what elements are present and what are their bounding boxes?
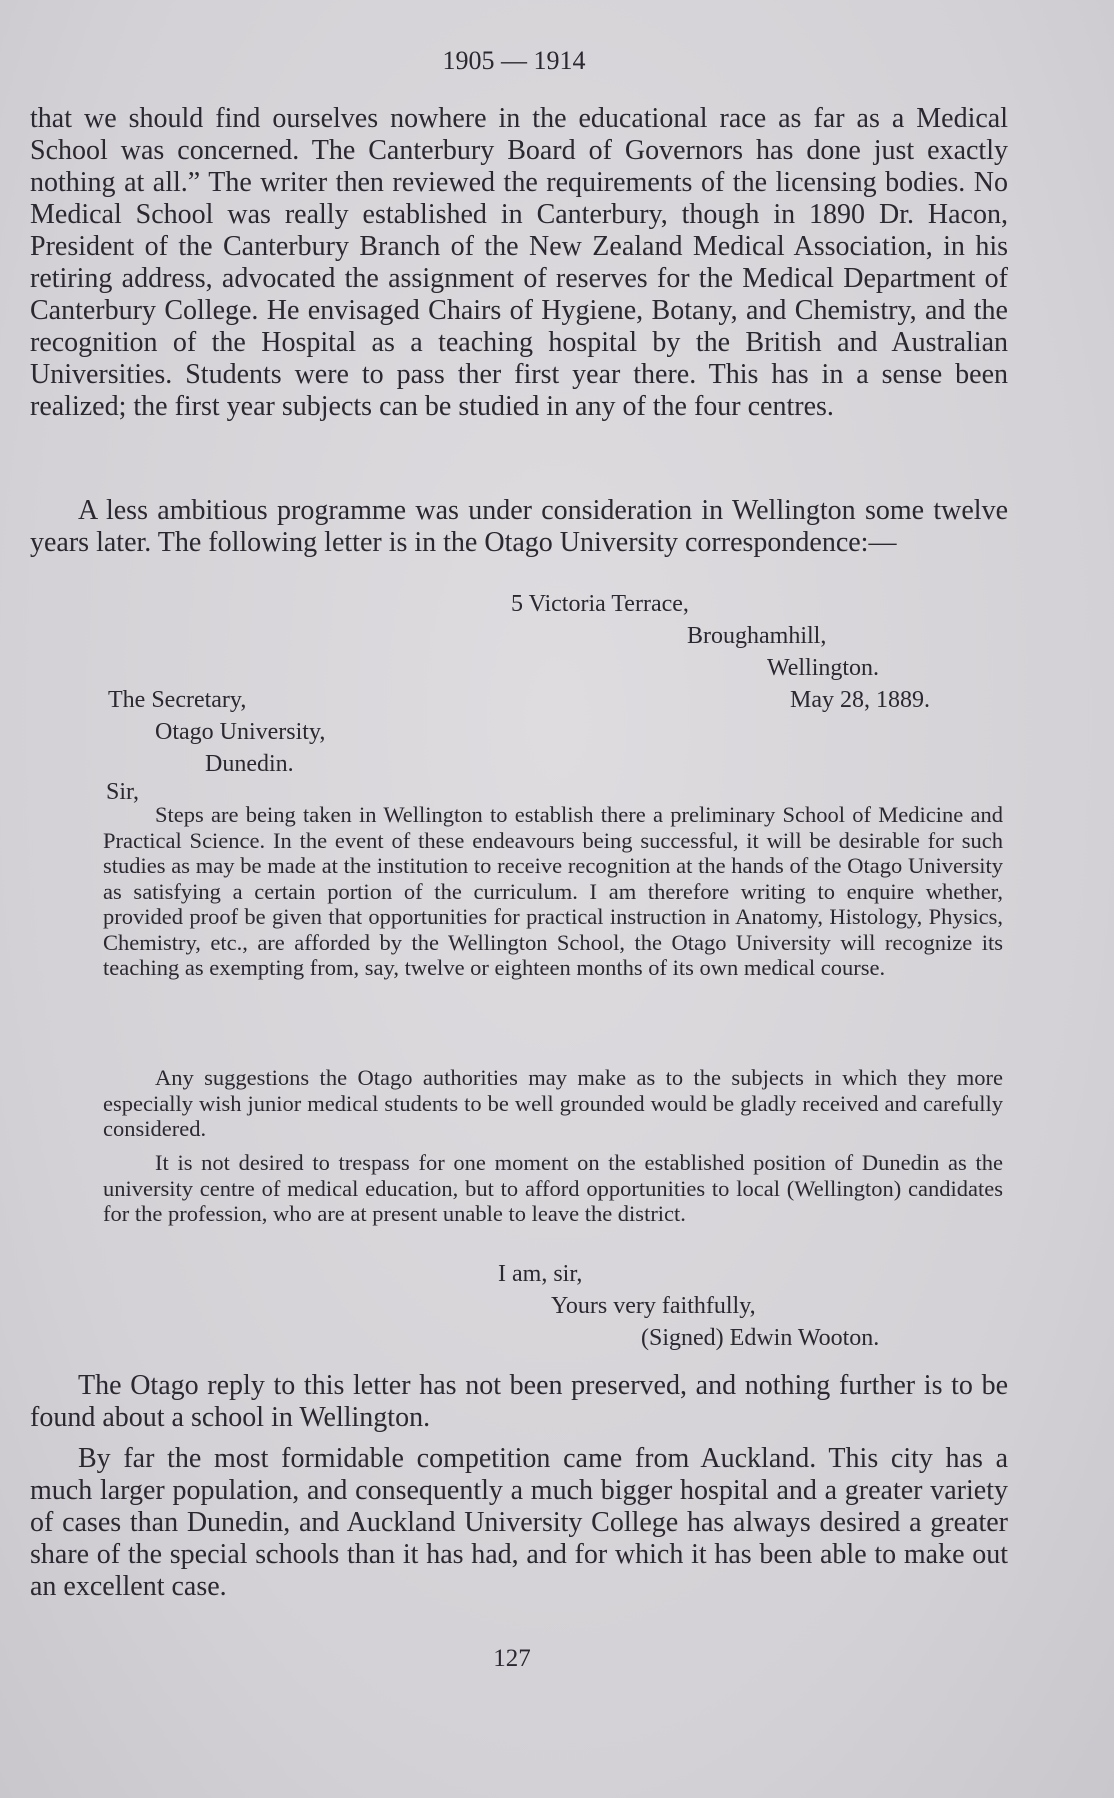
recipient-line-3: Dunedin. (205, 751, 294, 777)
letter-date: May 28, 1889. (790, 687, 930, 713)
letter-paragraph-2: Any suggestions the Otago authorities may make as to the subjects in which they more especially wish junior medical students to be well grounded would be gladly received and carefully considered. (103, 1065, 1003, 1141)
body-paragraph-4: By far the most formidable competition came from Auckland. This city has a much larger population, and consequently a much bigger hospital and a greater variety of cases than Dunedin, and Auckland University College has always desired a greater share of the special schools than it has had, and for which it has been able to make out an excellent case. (30, 1443, 1008, 1602)
running-head: 1905 — 1914 (442, 46, 586, 75)
body-paragraph-3: The Otago reply to this letter has not been preserved, and nothing further is to be found about a school in Wellington. (30, 1370, 1008, 1433)
sender-address-line-1: 5 Victoria Terrace, (511, 591, 689, 617)
body-paragraph-2: A less ambitious programme was under consideration in Wellington some twelve years later. The following letter is in the Otago University correspondence:— (30, 495, 1008, 558)
letter-paragraph-3: It is not desired to trespass for one moment on the established position of Dunedin as the university centre of medical education, but to afford opportunities to local (Wellington) candidates for the profession, who are at present unable to leave the district. (103, 1150, 1003, 1226)
closing-line-2: Yours very faithfully, (551, 1293, 756, 1319)
recipient-line-1: The Secretary, (108, 687, 247, 713)
sender-address-line-3: Wellington. (767, 655, 880, 681)
body-paragraph-1: that we should find ourselves nowhere in the educational race as far as a Medical School was concerned. The Canterbury Board of Governors has done just exactly nothing at all.” The writer then reviewed the requirements of the licensing bodies. No Medical School was really established in Canterbury, though in 1890 Dr. Hacon, President of the Canterbury Branch of the New Zealand Medical Association, in his retiring address, advocated the assignment of reserves for the Medical Department of Canterbury College. He envisaged Chairs of Hygiene, Botany, and Chemistry, and the recognition of the Hospital as a teaching hospital by the British and Australian Universities. Students were to pass ther first year there. This has in a sense been realized; the first year subjects can be studied in any of the four centres. (30, 103, 1008, 422)
letter (0, 588, 1114, 1351)
page-number: 127 (493, 1645, 531, 1672)
salutation: Sir, (106, 779, 140, 805)
sender-address-line-2: Broughamhill, (687, 623, 827, 649)
letter-paragraph-1: Steps are being taken in Wellington to establish there a preliminary School of Medicine and Practical Science. In the event of these endeavours being successful, it will be desirable for such studies as may be made at the institution to receive recognition at the hands of the Otago University as satisfying a certain portion of the curriculum. I am therefore writing to enquire whether, provided proof be given that opportunities for practical instruction in Anatomy, Histology, Physics, Chemistry, etc., are afforded by the Wellington School, the Otago University will recognize its teaching as exempting from, say, twelve or eighteen months of its own medical course. (103, 802, 1003, 980)
signature-line: (Signed) Edwin Wooton. (641, 1325, 880, 1351)
closing-line-1: I am, sir, (498, 1261, 583, 1287)
recipient-line-2: Otago University, (155, 719, 326, 745)
